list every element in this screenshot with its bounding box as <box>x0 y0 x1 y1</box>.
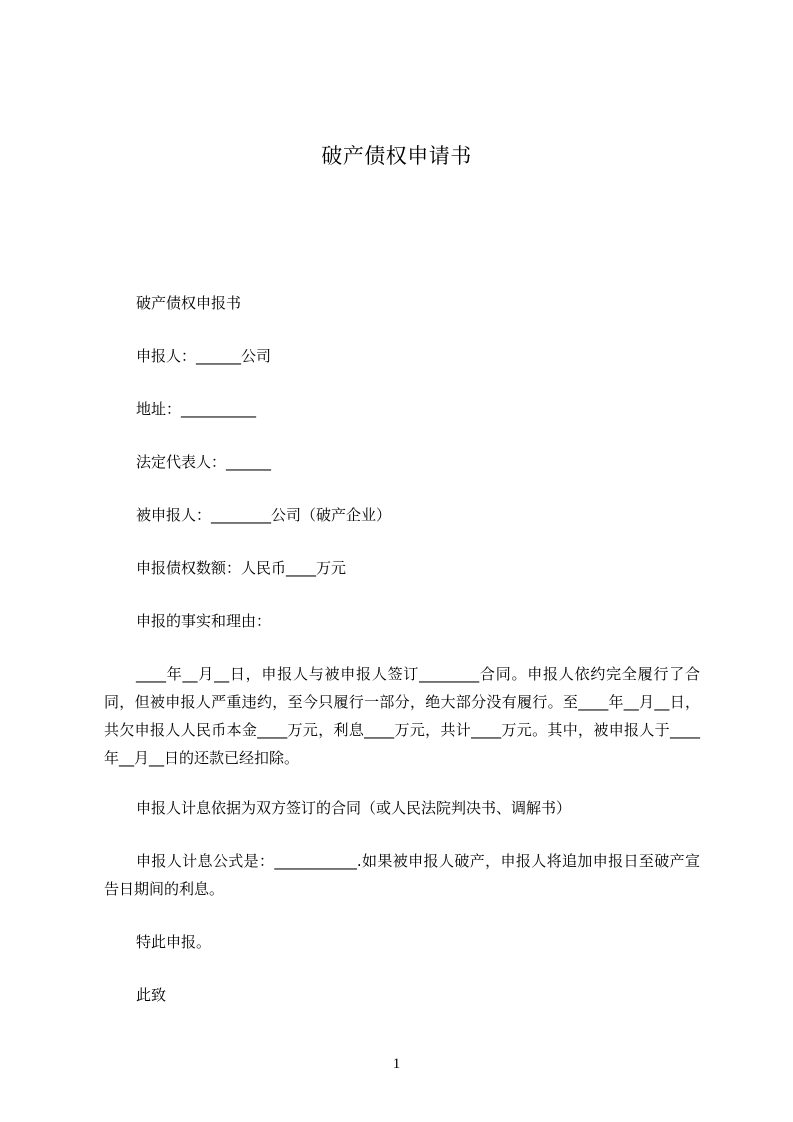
page-number: 1 <box>392 1056 401 1072</box>
subtitle: 破产债权申报书 <box>136 294 242 312</box>
interest-basis-line: 申报人计息依据为双方签订的合同（或人民法院判决书、调解书） <box>136 799 572 817</box>
claim-amount-line: 申报债权数额：人民币____万元 <box>136 559 347 577</box>
applicant-line: 申报人：______公司 <box>136 347 272 365</box>
respondent-line: 被申报人：________公司（破产企业） <box>136 506 392 524</box>
facts-heading: 申报的事实和理由： <box>136 612 272 630</box>
legal-representative-line: 法定代表人：______ <box>136 453 272 471</box>
hereby-declare-line: 特此申报。 <box>136 933 212 951</box>
interest-formula-paragraph: 申报人计息公式是：___________.如果被申报人破产，申报人将追加申报日至破产宣告日期间的利息。 <box>104 852 700 898</box>
respectfully-line: 此致 <box>136 986 167 1004</box>
facts-paragraph: ____年__月__日，申报人与被申报人签订________合同。申报人依约完全履行了合同，但被申报人严重违约，至今只履行一部分，绝大部分没有履行。至____年__月__日，共欠申报人人民币本金____万元，利息____万元，共计____万元。其中，被申报人于____年__月__日的还款已经扣除。 <box>104 665 700 767</box>
address-line: 地址：__________ <box>136 400 257 418</box>
document-title: 破产债权申请书 <box>321 144 472 168</box>
